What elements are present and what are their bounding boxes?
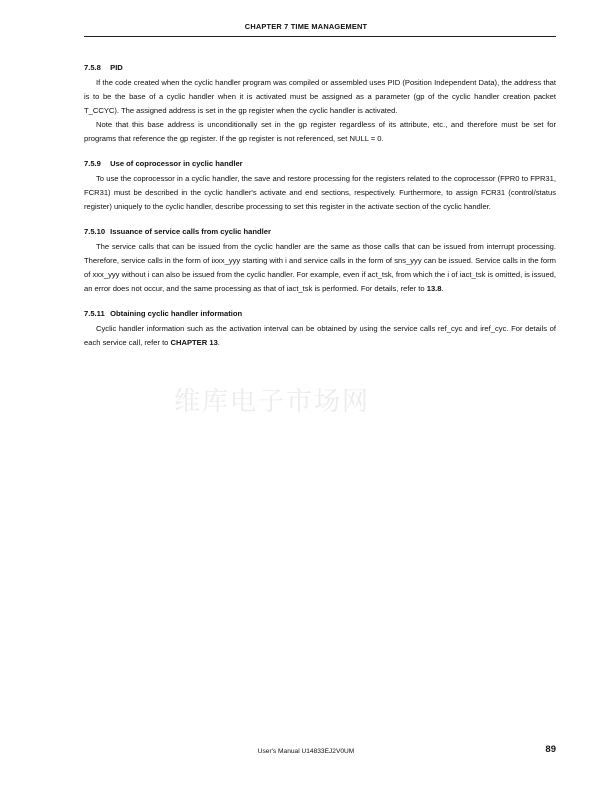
section-title: Issuance of service calls from cyclic handler (110, 227, 271, 236)
chapter-header: CHAPTER 7 TIME MANAGEMENT (244, 22, 368, 31)
paragraph: If the code created when the cyclic handler program was compiled or assembled uses PID (Position Independent Data), the address that is to be the base of a cyclic handler when it is activated must be assigned as a parameter (gp of the cyclic handler creation packet T_CCYC). The assigned address is set in the gp register when the cyclic handler is activated. (84, 78, 556, 115)
paragraph-end: . (217, 338, 220, 347)
section-7-5-8 (84, 61, 556, 146)
header-rule (84, 36, 556, 37)
paragraph: Note that this base address is unconditionally set in the gp register regardless of its attribute, etc., and therefore must be set for programs that reference the gp register. If the gp register is not referenced, set NULL = 0. (84, 120, 556, 143)
section-number: 7.5.9 (84, 159, 101, 168)
section-heading (84, 225, 556, 239)
paragraph-text: The service calls that can be issued from the cyclic handler are the same as those calls that can be issued from interrupt processing. Therefore, service calls in the form of ixxx_yyy starting with i and service calls in the form of sns_yyy can be issued. Service calls in the form of xxx_yyy without i can also be issued from the cyclic handler. For example, even if act_tsk, from which the i of iact_tsk is omitted, is issued, an error does not occur, and the same processing as that of iact_tsk is performed. For details, refer to (84, 242, 556, 293)
paragraph-text: Cyclic handler information such as the activation interval can be obtained by using the service calls ref_cyc and iref_cyc. For details of each service call, refer to (84, 324, 556, 347)
section-number: 7.5.10 (84, 227, 106, 236)
page-number: 89 (545, 744, 556, 755)
section-number: 7.5.11 (84, 309, 105, 318)
paragraph: To use the coprocessor in a cyclic handler, the save and restore processing for the registers related to the coprocessor (FPR0 to FPR31, FCR31) must be described in the cyclic handler's activate and end sections, respectively. Furthermore, to assign FCR31 (control/status register) uniquely to the cyclic handler, describe processing to set this register in the activate section of the cyclic handler. (84, 174, 556, 211)
section-heading (84, 61, 556, 75)
watermark: 维库电子市场网 (174, 387, 371, 417)
section-number: 7.5.8 (84, 63, 101, 72)
cross-reference: CHAPTER 13 (170, 338, 218, 347)
section-heading (84, 157, 556, 171)
section-7-5-9 (84, 157, 556, 214)
section-7-5-10 (84, 225, 556, 296)
paragraph (84, 322, 556, 350)
section-title: Obtaining cyclic handler information (110, 309, 243, 318)
footer-manual-id: User's Manual U14833EJ2V0UM (257, 748, 355, 755)
section-heading (84, 307, 556, 321)
section-title: PID (110, 63, 123, 72)
page-body (84, 61, 556, 361)
section-title: Use of coprocessor in cyclic handler (110, 159, 243, 168)
cross-reference: 13.8 (426, 284, 442, 293)
paragraph-end: . (441, 284, 444, 293)
paragraph (84, 240, 556, 296)
section-7-5-11 (84, 307, 556, 350)
